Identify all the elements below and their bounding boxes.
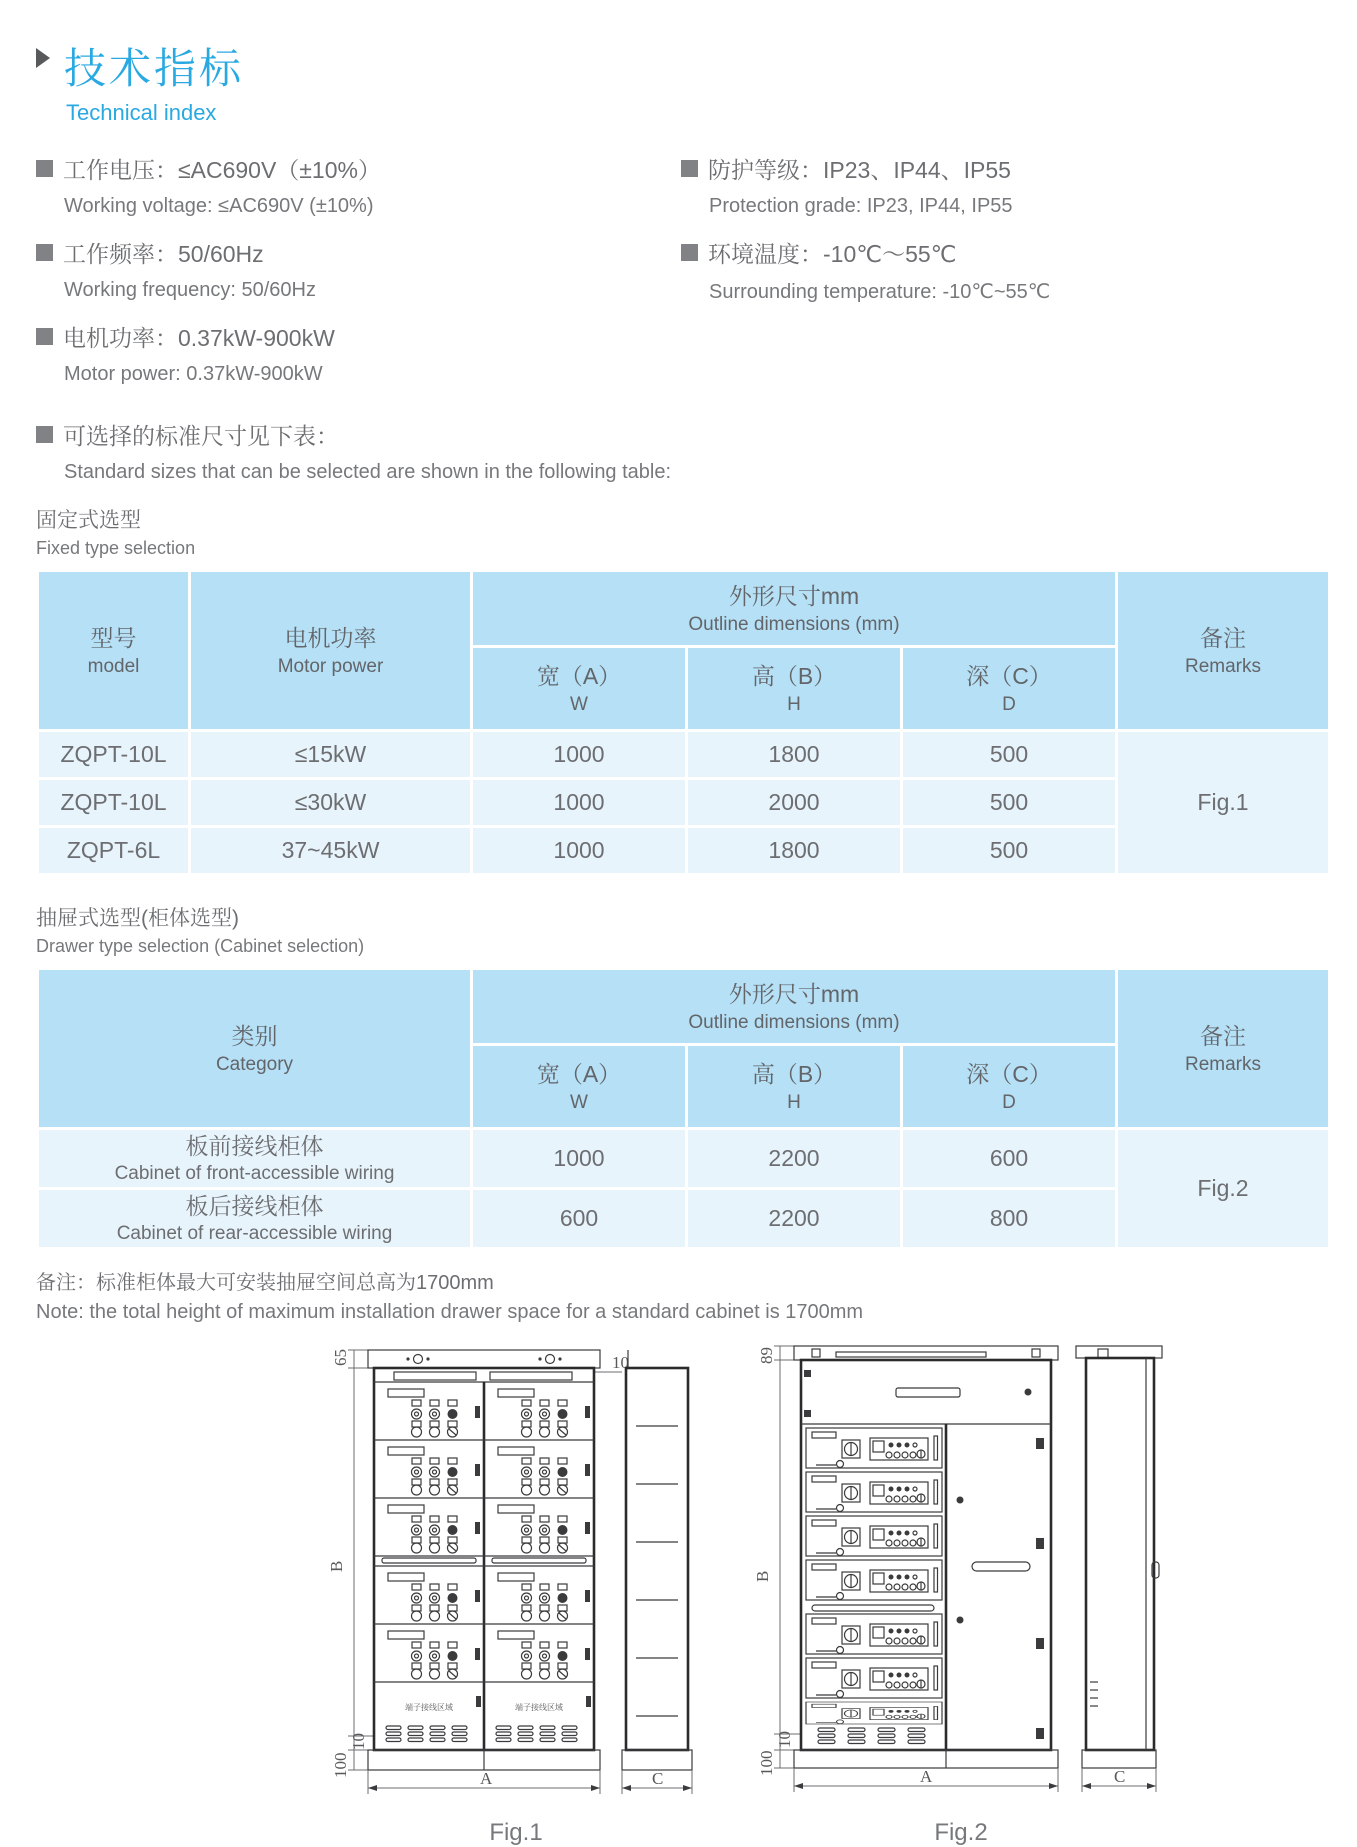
cell-model: ZQPT-10L [38, 779, 190, 827]
th-outline-dimensions [472, 571, 1117, 647]
spec-cn-text: 工作频率：50/60Hz [63, 241, 264, 267]
th-remarks [1117, 969, 1330, 1129]
fig1-dim-C: C [652, 1769, 664, 1788]
cell-depth: 600 [902, 1129, 1117, 1189]
fig1-dim-B: B [327, 1560, 346, 1572]
th-height-en: H [787, 1091, 801, 1113]
cell-width: 600 [472, 1189, 687, 1249]
page-title: 技术指标 [64, 45, 245, 92]
cell-depth: 500 [902, 731, 1117, 779]
spec-item-frequency [36, 236, 681, 302]
fig1-drawing [326, 1330, 706, 1812]
page-subtitle: Technical index [66, 100, 217, 125]
cell-height: 2000 [687, 779, 902, 827]
th-outline-en: Outline dimensions (mm) [688, 613, 900, 635]
th-remarks-cn: 备注 [1200, 1022, 1246, 1049]
th-power-en: Motor power [277, 655, 384, 677]
fig2-dim-100: 100 [757, 1750, 776, 1776]
bullet-square-icon [681, 244, 698, 261]
fig1-dim-100: 100 [331, 1752, 350, 1778]
cell-category [38, 1189, 472, 1249]
th-model [38, 571, 190, 731]
cell-remarks-fig1: Fig.1 [1117, 731, 1330, 875]
th-height [687, 1045, 902, 1129]
th-outline-cn: 外形尺寸mm [728, 980, 860, 1007]
table2-label-en: Drawer type selection (Cabinet selection) [36, 936, 365, 956]
spec-cn-text: 工作电压：≤AC690V（±10%） [63, 157, 381, 183]
cell-power: ≤30kW [190, 779, 472, 827]
fig2-drawing [746, 1330, 1176, 1812]
fig2-caption: Fig.2 [934, 1819, 988, 1846]
spec-cn-text: 电机功率：0.37kW-900kW [63, 325, 335, 351]
bullet-square-icon [36, 426, 53, 443]
th-outline-dimensions [472, 969, 1117, 1045]
section-arrow-icon [36, 48, 50, 68]
cell-power: 37~45kW [190, 827, 472, 875]
spec-en-text: Working frequency: 50/60Hz [64, 279, 316, 301]
spec-en-text: Surrounding temperature: -10℃~55℃ [709, 281, 1051, 303]
th-remarks-en: Remarks [1184, 655, 1261, 677]
th-depth-cn: 深（C） [966, 1060, 1052, 1087]
th-motor-power [190, 571, 472, 731]
th-width-en: W [570, 1091, 588, 1113]
spec-column-right [681, 152, 1327, 404]
spec-item-protection [681, 152, 1327, 218]
th-depth-cn: 深（C） [966, 662, 1052, 689]
table-row [38, 1129, 1330, 1189]
spec-cn-text: 可选择的标准尺寸见下表： [63, 423, 339, 449]
th-width-en: W [570, 693, 588, 715]
cell-height: 1800 [687, 731, 902, 779]
fig1-dim-10: 10 [612, 1353, 629, 1372]
cell-category-en: Cabinet of front-accessible wiring [114, 1162, 395, 1184]
table1-label-cn: 固定式选型 [36, 509, 141, 532]
note-en: Note: the total height of maximum installation drawer space for a standard cabinet is 1700mm [36, 1301, 864, 1323]
fig1-caption: Fig.1 [489, 1819, 543, 1846]
page-header [36, 36, 1327, 96]
figure-2 [746, 1330, 1176, 1847]
spec-en-text: Motor power: 0.37kW-900kW [64, 363, 323, 385]
cell-category-en: Cabinet of rear-accessible wiring [116, 1222, 393, 1244]
fig1-dim-10-small: 10 [349, 1733, 368, 1750]
th-model-en: model [87, 655, 140, 677]
fig1-lifting-ring-icon [538, 1355, 561, 1364]
cell-height: 2200 [687, 1129, 902, 1189]
spec-en-text: Protection grade: IP23, IP44, IP55 [709, 195, 1013, 217]
th-outline-cn: 外形尺寸mm [728, 582, 860, 609]
cell-category-cn: 板后接线柜体 [185, 1192, 324, 1219]
cell-category [38, 1129, 472, 1189]
th-width [472, 647, 687, 731]
cell-width: 1000 [472, 779, 687, 827]
th-category-cn: 类别 [231, 1022, 278, 1049]
bullet-square-icon [36, 244, 53, 261]
th-depth-en: D [1002, 1091, 1016, 1113]
cell-height: 1800 [687, 827, 902, 875]
spec-cn-text: 防护等级：IP23、IP44、IP55 [708, 157, 1011, 183]
bullet-square-icon [36, 160, 53, 177]
th-remarks-cn: 备注 [1200, 624, 1246, 651]
th-height-cn: 高（B） [751, 662, 837, 689]
spec-item-standard-sizes [36, 418, 1327, 484]
note-cn: 备注：标准柜体最大可安装抽屉空间总高为1700mm [36, 1272, 494, 1294]
cell-depth: 800 [902, 1189, 1117, 1249]
th-height-cn: 高（B） [751, 1060, 837, 1087]
th-outline-en: Outline dimensions (mm) [688, 1011, 900, 1033]
th-model-cn: 型号 [90, 624, 137, 651]
th-depth [902, 1045, 1117, 1129]
fig1-terminal-label: 端子接线区域 [515, 1703, 563, 1712]
table1-label-en: Fixed type selection [36, 538, 196, 558]
spec-item-temperature [681, 236, 1327, 304]
fig1-dim-A: A [480, 1769, 493, 1788]
cell-width: 1000 [472, 827, 687, 875]
fig1-lifting-ring-icon [406, 1355, 429, 1364]
th-width-cn: 宽（A） [536, 1060, 622, 1087]
table2-label-cn: 抽屉式选型(柜体选型) [36, 907, 239, 930]
fig2-dim-10-small: 10 [775, 1731, 794, 1748]
spec-item-voltage [36, 152, 681, 218]
cell-depth: 500 [902, 827, 1117, 875]
bullet-square-icon [36, 328, 53, 345]
spec-en-text: Standard sizes that can be selected are shown in the following table: [64, 461, 672, 483]
cell-width: 1000 [472, 731, 687, 779]
cell-power: ≤15kW [190, 731, 472, 779]
spec-column-left [36, 152, 681, 404]
th-power-cn: 电机功率 [284, 624, 377, 651]
cell-category-cn: 板前接线柜体 [185, 1132, 324, 1159]
figures-area [36, 1330, 1327, 1847]
cell-depth: 500 [902, 779, 1117, 827]
th-category-en: Category [215, 1053, 294, 1075]
figure-1 [326, 1330, 706, 1847]
th-height [687, 647, 902, 731]
th-remarks-en: Remarks [1184, 1053, 1261, 1075]
fig1-dim-65: 65 [331, 1349, 350, 1366]
drawer-type-table [36, 967, 1331, 1250]
table-row [38, 731, 1330, 779]
th-depth-en: D [1002, 693, 1016, 715]
fixed-type-table [36, 569, 1331, 876]
fig2-dim-B: B [753, 1570, 772, 1582]
cell-height: 2200 [687, 1189, 902, 1249]
cell-model: ZQPT-6L [38, 827, 190, 875]
spec-list [36, 152, 1327, 404]
spec-en-text: Working voltage: ≤AC690V (±10%) [64, 195, 374, 217]
th-remarks [1117, 571, 1330, 731]
spec-item-motor-power [36, 320, 681, 386]
th-height-en: H [787, 693, 801, 715]
th-category [38, 969, 472, 1129]
fig2-dim-89: 89 [757, 1347, 776, 1364]
th-width [472, 1045, 687, 1129]
fig2-dim-A: A [920, 1767, 933, 1786]
spec-cn-text: 环境温度：-10℃～55℃ [708, 241, 957, 267]
th-width-cn: 宽（A） [536, 662, 622, 689]
bullet-square-icon [681, 160, 698, 177]
fig2-dim-C: C [1114, 1767, 1126, 1786]
cell-model: ZQPT-10L [38, 731, 190, 779]
cell-width: 1000 [472, 1129, 687, 1189]
th-depth [902, 647, 1117, 731]
fig1-terminal-label: 端子接线区域 [405, 1703, 453, 1712]
cell-remarks-fig2: Fig.2 [1117, 1129, 1330, 1249]
